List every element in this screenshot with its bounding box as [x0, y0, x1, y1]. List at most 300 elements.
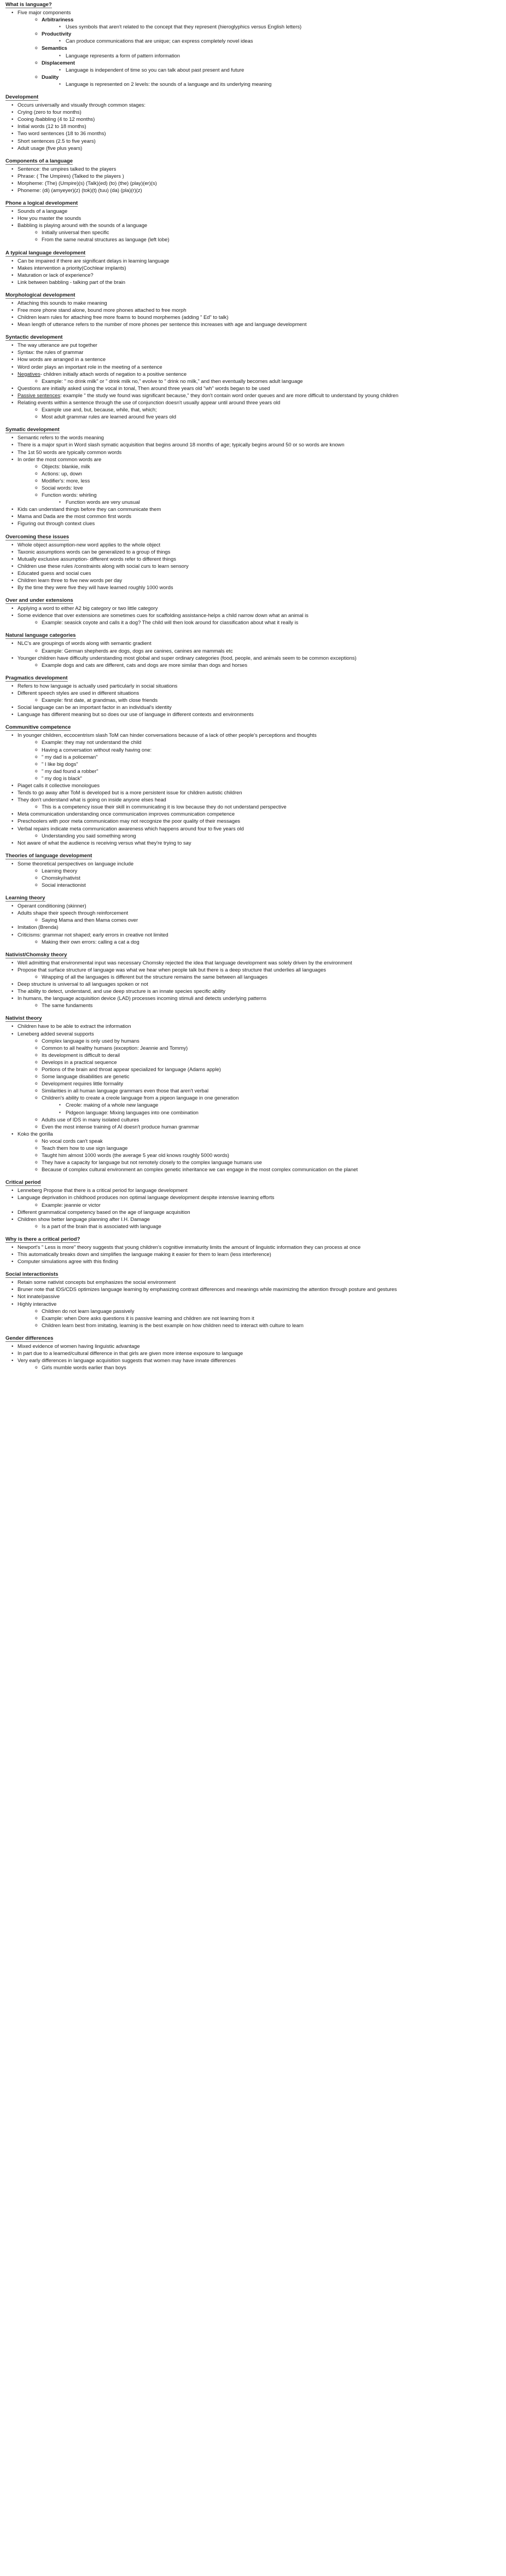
bullet-list-level-2: [30, 938, 501, 945]
list-item: [30, 413, 501, 420]
section-heading: [5, 94, 501, 101]
section: [5, 1236, 501, 1265]
list-item: [5, 363, 501, 370]
bullet-list-level-3: [54, 498, 501, 505]
list-item: [30, 1159, 501, 1166]
list-item-text: Example dogs and cats are different, cats and dogs are more similar than dogs and horses: [42, 661, 248, 668]
section-heading-text: Development: [5, 94, 39, 101]
bullet-list-level-1: [5, 1022, 501, 1173]
list-item-text: Children's ability to create a creole language from a pigeon language in one generation: [42, 1095, 239, 1101]
list-item-text: Objects: blankie, milk: [42, 463, 90, 469]
list-item-text: Function words are very unusual: [66, 499, 140, 505]
list-item: [30, 874, 501, 881]
underlined-term: Negatives: [18, 370, 40, 377]
list-item-text: Children learn rules for attaching free more foams to bound morphemes (adding " Ed" to talk): [18, 314, 229, 321]
list-item: [5, 144, 501, 152]
list-item-text: : example " the study we found was significant because," they don't contain word order queues and are more difficult to understand by young children: [60, 392, 399, 398]
list-item-text: Social interactionist: [42, 882, 86, 888]
list-item: [30, 30, 501, 44]
list-item-text: Piaget calls it collective monologues: [18, 782, 100, 788]
list-item-text: Retain some nativist concepts but emphasizes the social environment: [18, 1279, 176, 1286]
bullet-list-level-1: [5, 341, 501, 420]
section-heading-text: A typical language development: [5, 249, 86, 256]
section-heading: [5, 1015, 501, 1022]
list-item: [5, 995, 501, 1009]
bullet-list-level-2: [30, 739, 501, 782]
section-heading: [5, 724, 501, 731]
section-heading-text: Phone a logical development: [5, 200, 78, 207]
list-item: [30, 775, 501, 782]
list-item: [30, 1002, 501, 1009]
bullet-list-level-2: [30, 1137, 501, 1173]
list-item: [5, 115, 501, 123]
list-item-text: Meta communication understanding once communication improves communication competence: [18, 811, 235, 817]
list-item: [5, 789, 501, 796]
list-item: [5, 1293, 501, 1300]
section: [5, 334, 501, 420]
section-heading: [5, 1179, 501, 1186]
list-item-text: How words are arranged in a sentence: [18, 356, 106, 363]
list-item-text: Function words: whirling: [42, 492, 97, 498]
list-item-text: Semantics: [42, 45, 67, 51]
list-item-text: By the time they were five they will have learned roughly 1000 words: [18, 584, 173, 591]
section-heading-text: Communitive competence: [5, 724, 71, 731]
section-heading-text: Learning theory: [5, 895, 45, 902]
list-item: [30, 1087, 501, 1094]
list-item: [5, 1216, 501, 1230]
bullet-list-level-2: [30, 696, 501, 703]
section-heading-text: Pragmatics development: [5, 674, 68, 681]
section: [5, 94, 501, 152]
list-item: [5, 987, 501, 995]
list-item-text: Educated guess and social cues: [18, 569, 91, 576]
list-item: [5, 513, 501, 520]
list-item-text: Word order plays an important role in the meeting of a sentence: [18, 363, 162, 370]
bullet-list-level-1: [5, 959, 501, 1009]
list-item: [30, 1144, 501, 1152]
list-item: [30, 1094, 501, 1115]
list-item: [30, 1059, 501, 1066]
bullet-list-level-1: [5, 541, 501, 591]
section: [5, 533, 501, 591]
list-item: [5, 1208, 501, 1216]
list-item: [5, 321, 501, 328]
bullet-list-level-2: [30, 619, 501, 626]
list-item-text: Computer simulations agree with this finding: [18, 1258, 118, 1265]
list-item-text: Development requires little formality: [42, 1080, 124, 1087]
list-item-text: Learning theory: [42, 867, 78, 874]
bullet-list-level-2: [30, 647, 501, 654]
list-item-text: NLC's are groupings of words along with semantic gradient: [18, 640, 152, 647]
section: [5, 852, 501, 888]
list-item-text: This is a competency issue their skill in communicating it is low because they do not understand perspective: [42, 804, 287, 810]
section-heading: [5, 951, 501, 958]
list-item-text: Phrase: ( The Umpires) (Talked to the players ): [18, 172, 124, 179]
list-item-text: Language is represented on 2 levels: the sounds of a language and its underlying meaning: [66, 80, 272, 87]
section: [5, 597, 501, 626]
list-item-text: Because of complex cultural environment an complex genetic inheritance we can engage in the most complex communication on the planet: [42, 1166, 358, 1173]
list-item: [30, 484, 501, 491]
list-item: [5, 207, 501, 214]
list-item-text: " I like big dogs": [42, 760, 78, 767]
list-item: [30, 1307, 501, 1315]
section: [5, 724, 501, 846]
list-item: [5, 817, 501, 824]
section-heading: [5, 1335, 501, 1342]
section: [5, 1015, 501, 1173]
list-item-text: They have a capacity for language but not remotely closely to the complex language humans use: [42, 1159, 262, 1166]
section-heading-text: Morphological development: [5, 292, 75, 298]
bullet-list-level-3: [54, 37, 501, 44]
list-item: [5, 356, 501, 363]
section-heading-text: Theories of language development: [5, 852, 92, 859]
list-item: [30, 881, 501, 888]
section-heading-text: Gender differences: [5, 1335, 54, 1341]
list-item: [5, 825, 501, 839]
list-item: [5, 1300, 501, 1329]
list-item-text: Similarities in all human language grammars even those that aren't verbal: [42, 1088, 209, 1094]
section: [5, 1179, 501, 1230]
list-item-text: Actions: up, down: [42, 470, 83, 476]
section-heading-text: Over and under extensions: [5, 597, 73, 604]
list-item-text: Bruner note that IDS/CDS optimizes language learning by emphasizing contrast differences and meanings while maximizing the attention through posture and gestures: [18, 1286, 397, 1293]
bullet-list-level-2: [30, 16, 501, 88]
list-item-text: Adults shape their speech through reinforcement: [18, 910, 129, 916]
list-item: [5, 348, 501, 356]
bullet-list-level-3: [54, 1101, 501, 1115]
list-item-text: " my dog is black": [42, 775, 82, 781]
list-item-text: Adult usage (five plus years): [18, 144, 83, 151]
list-item: [5, 810, 501, 817]
bullet-list-level-1: [5, 9, 501, 88]
list-item: [5, 562, 501, 569]
list-item-text: Can be impaired if there are significant delays in learning language: [18, 257, 170, 264]
list-item: [54, 80, 501, 88]
list-item-text: Language represents a form of pattern information: [66, 52, 180, 59]
list-item: [5, 1286, 501, 1293]
list-item: [5, 902, 501, 909]
list-item: [30, 59, 501, 73]
list-item-text: Understanding you said something wrong: [42, 832, 136, 839]
list-item-text: Language is independent of time so you can talk about past present and future: [66, 66, 245, 73]
list-item: [5, 682, 501, 689]
list-item-text: Some evidence that over extensions are sometimes cues for scaffolding assistance-helps a child narrow down what an animal is: [18, 612, 309, 619]
list-item-text: Wrapping of all the languages is different but the structure remains the same between all languages: [42, 973, 267, 980]
list-item: [54, 1101, 501, 1108]
list-item: [5, 639, 501, 654]
list-item-text: Morpheme: (The) (Umpire)(s) (Talk)(ed) (to) (the) (play)(er)(s): [18, 179, 157, 186]
list-item-text: Social language can be an important factor in an individual's identity: [18, 704, 172, 711]
list-item-text: In part due to a learned/cultural difference in that girls are given more intense exposure to language: [18, 1350, 243, 1356]
list-item-text: Deep structure is universal to all languages spoken or not: [18, 981, 148, 987]
list-item-text: Language deprivation in childhood produces non optimal language development despite intensive learning efforts: [18, 1194, 275, 1201]
list-item: [5, 456, 501, 506]
list-item: [5, 108, 501, 115]
list-item: [30, 938, 501, 945]
list-item: [5, 541, 501, 548]
list-item: [5, 839, 501, 846]
list-item-text: Tends to go away after ToM is developed but is a more persistent issue for children autistic children: [18, 789, 242, 796]
list-item-text: Arbitrariness: [42, 16, 74, 23]
bullet-list-level-2: [30, 1037, 501, 1130]
list-item-text: Duality: [42, 73, 59, 80]
list-item-text: They don't understand what is going on inside anyone elses head: [18, 796, 166, 803]
bullet-list-level-2: [30, 1307, 501, 1329]
list-item-text: Having a conversation without really having one:: [42, 746, 152, 753]
section: [5, 894, 501, 945]
section: [5, 1271, 501, 1329]
list-item: [30, 477, 501, 484]
bullet-list-level-1: [5, 1187, 501, 1230]
bullet-list-level-1: [5, 902, 501, 945]
list-item-text: Example: " no drink milk" or " drink milk no," evolve to " drink no milk," and then eventually becomes adult language: [42, 377, 303, 384]
bullet-list-level-1: [5, 682, 501, 718]
list-item: [5, 577, 501, 584]
list-item: [5, 399, 501, 420]
section: [5, 249, 501, 286]
bullet-list-level-1: [5, 257, 501, 286]
list-item-text: Refers to how language is actually used particularly in social situations: [18, 682, 178, 689]
list-item-text: Is a part of the brain that is associated with language: [42, 1223, 161, 1229]
list-item-text: Preschoolers with poor meta communication may not recognize the poor quality of their messages: [18, 818, 240, 824]
list-item-text: Attaching this sounds to make meaning: [18, 299, 107, 306]
list-item-text: Uses symbols that aren't related to the concept that they represent (hieroglyphics versus English letters): [66, 24, 302, 30]
list-item-text: The ability to detect, understand, and use deep structure is an innate species specific ability: [18, 988, 225, 995]
list-item: [5, 123, 501, 130]
list-item: [5, 860, 501, 888]
list-item-text: The way utterance are put together: [18, 342, 97, 348]
list-item: [5, 612, 501, 626]
bullet-list-level-2: [30, 803, 501, 810]
list-item: [5, 222, 501, 243]
list-item-text: Mama and Dada are the most common first words: [18, 513, 131, 520]
bullet-list-level-1: [5, 604, 501, 626]
section-heading-text: Overcoming these issues: [5, 533, 69, 540]
list-item-text: Five major components: [18, 9, 71, 15]
bullet-list-level-1: [5, 165, 501, 194]
bullet-list-level-1: [5, 639, 501, 668]
list-item: [5, 306, 501, 313]
bullet-list-level-2: [30, 463, 501, 506]
list-item: [5, 782, 501, 789]
section-heading: [5, 158, 501, 165]
list-item-text: Some theoretical perspectives on language include: [18, 860, 134, 867]
list-item: [30, 1080, 501, 1087]
section-heading: [5, 674, 501, 682]
list-item-text: Common to all healthy humans (exception: Jeannie and Tommy): [42, 1044, 188, 1051]
list-item: [30, 760, 501, 767]
list-item: [30, 696, 501, 703]
list-item-text: In younger children, eccocentrism slash ToM can hinder conversations because of a lack of other people's perceptions and thoughts: [18, 732, 317, 739]
list-item: [5, 654, 501, 668]
list-item: [5, 271, 501, 278]
list-item-text: Teach them how to use sign language: [42, 1145, 128, 1151]
list-item-text: Applying a word to either A2 big category or two little category: [18, 605, 158, 612]
list-item-text: Displacement: [42, 59, 75, 66]
list-item: [30, 739, 501, 746]
list-item: [5, 1357, 501, 1371]
section-heading: [5, 1271, 501, 1278]
list-item-text: Whole object assumption-new word applies to the whole object: [18, 541, 161, 548]
section: [5, 632, 501, 668]
list-item-text: From the same neutral structures as language (left lobe): [42, 236, 170, 243]
list-item-text: Saying Mama and then Mama comes over: [42, 917, 138, 923]
list-item: [54, 23, 501, 30]
section-heading: [5, 852, 501, 859]
bullet-list-level-1: [5, 1342, 501, 1371]
bullet-list-level-1: [5, 299, 501, 328]
list-item: [54, 37, 501, 44]
list-item: [30, 1315, 501, 1322]
list-item: [5, 1350, 501, 1357]
section-heading-text: Syntactic development: [5, 334, 63, 341]
list-item-text: Taught him almost 1000 words (the average 5 year old knows roughly 5000 words): [42, 1152, 229, 1159]
section-heading: [5, 1236, 501, 1243]
list-item: [54, 52, 501, 59]
list-item-text: - children initially attach words of negation to a positive sentence: [40, 370, 187, 377]
list-item: [5, 1187, 501, 1194]
bullet-list-level-1: [5, 860, 501, 888]
section-heading-text: Nativist theory: [5, 1015, 42, 1022]
list-item-text: Example: jeannie or victor: [42, 1201, 101, 1208]
list-item-text: " my dad found a robber": [42, 767, 98, 774]
list-item: [5, 1194, 501, 1208]
list-item: [30, 1044, 501, 1051]
bullet-list-level-2: [30, 229, 501, 243]
list-item: [5, 909, 501, 923]
list-item: [5, 520, 501, 527]
list-item: [5, 214, 501, 222]
list-item-text: Portions of the brain and throat appear specialized for language (Adams apple): [42, 1066, 221, 1072]
list-item: [30, 1051, 501, 1059]
list-item-text: Example: German shepherds are dogs, dogs are canines, canines are mammals etc: [42, 647, 233, 654]
list-item: [5, 441, 501, 448]
list-item: [5, 505, 501, 513]
list-item: [30, 1066, 501, 1073]
list-item: [5, 313, 501, 321]
list-item: [5, 1030, 501, 1130]
list-item: [5, 172, 501, 179]
list-item-text: Criticisms: grammar not shaped; early errors in creative not limited: [18, 931, 168, 938]
list-item-text: Babbling is playing around with the sounds of a language: [18, 222, 148, 229]
list-item: [5, 966, 501, 980]
bullet-list-level-1: [5, 731, 501, 846]
list-item-text: Making their own errors: calling a cat a dog: [42, 938, 139, 945]
list-item-text: Highly interactive: [18, 1300, 57, 1307]
list-item: [5, 1342, 501, 1350]
list-item-text: Not innate/passive: [18, 1293, 60, 1300]
section-heading: [5, 292, 501, 299]
section: [5, 158, 501, 194]
bullet-list-level-3: [54, 23, 501, 30]
list-item: [30, 1322, 501, 1329]
list-item-text: Creole: making of a whole new language: [66, 1102, 159, 1108]
list-item: [30, 1223, 501, 1230]
list-item-text: Girls mumble words earlier than boys: [42, 1364, 126, 1371]
list-item-text: Koko the gorilla: [18, 1130, 53, 1137]
list-item-text: How you master the sounds: [18, 215, 82, 222]
section-heading: [5, 632, 501, 639]
list-item: [30, 803, 501, 810]
list-item: [5, 392, 501, 399]
section-heading-text: Symatic development: [5, 427, 60, 433]
section-heading-text: Critical period: [5, 1179, 41, 1186]
bullet-list-level-3: [54, 52, 501, 59]
list-item-text: Social words: love: [42, 484, 83, 491]
list-item-text: Sentence: the umpires talked to the players: [18, 165, 117, 172]
list-item-text: Very early differences in language acquisition suggests that women may have innate differences: [18, 1357, 236, 1364]
list-item: [30, 463, 501, 470]
list-item: [5, 370, 501, 385]
list-item: [30, 229, 501, 236]
list-item: [30, 1137, 501, 1144]
section-heading: [5, 533, 501, 540]
list-item-text: Mutually exclusive assumption- different words refer to different things: [18, 555, 176, 562]
list-item-text: Younger children have difficulty understanding most global and super ordinary categories (food, people, and animals seem to be common exceptions): [18, 654, 357, 661]
list-item-text: Pidgeon language: Mixing languages into one combination: [66, 1109, 199, 1115]
list-item: [5, 264, 501, 271]
bullet-list-level-2: [30, 377, 501, 385]
section-heading-text: Why is there a critical period?: [5, 1236, 80, 1242]
list-item: [30, 767, 501, 775]
list-item-text: Semantic refers to the words meaning: [18, 434, 104, 441]
bullet-list-level-2: [30, 661, 501, 668]
list-item: [30, 1364, 501, 1371]
list-item: [30, 16, 501, 30]
section-heading-text: Components of a language: [5, 158, 73, 164]
list-item-text: Children show better language planning after I.H. Damage: [18, 1216, 150, 1222]
list-item-text: Children learn three to five new words per day: [18, 577, 123, 583]
list-item: [5, 689, 501, 703]
list-item: [5, 179, 501, 187]
list-item: [5, 1022, 501, 1030]
list-item-text: The 1st 50 words are typically common words: [18, 449, 122, 455]
section: [5, 1335, 501, 1371]
list-item: [30, 916, 501, 923]
bullet-list-level-2: [30, 1364, 501, 1371]
list-item-text: Newport's " Less is more" theory suggests that young children's cognitive immaturity limits the amount of linguistic information they can process at once: [18, 1243, 361, 1250]
section: [5, 292, 501, 328]
list-item-text: Children do not learn language passively: [42, 1307, 135, 1314]
section-heading-text: Nativist/Chomsky theory: [5, 951, 67, 958]
list-item: [5, 1278, 501, 1286]
section-heading: [5, 597, 501, 604]
list-item: [30, 746, 501, 753]
section: [5, 674, 501, 718]
list-item: [5, 931, 501, 945]
underlined-term: Passive sentences: [18, 392, 61, 398]
list-item: [5, 130, 501, 137]
list-item: [5, 796, 501, 810]
list-item-text: Language has different meaning but so does our use of language in different contexts and environments: [18, 711, 254, 718]
list-item-text: Questions are initially asked using the vocal in tonal, Then around three years old "wh" words began to be used: [18, 385, 270, 391]
list-item-text: Example use and, but, because, while, that, which;: [42, 406, 157, 413]
list-item-text: Crying (zero to four months): [18, 109, 82, 115]
bullet-list-level-2: [30, 867, 501, 888]
list-item: [5, 1258, 501, 1265]
list-item-text: " my dad is a policeman": [42, 753, 98, 760]
list-item: [5, 385, 501, 392]
bullet-list-level-2: [30, 973, 501, 980]
list-item-text: In humans, the language acquisition device (LAD) processes incoming stimuli and detects underlying patterns: [18, 995, 266, 1002]
section-heading: [5, 334, 501, 341]
list-item-text: Relating events within a sentence through the use of conjunction doesn't usually appear until around three years old: [18, 399, 281, 406]
section: [5, 951, 501, 1009]
list-item: [30, 1073, 501, 1080]
bullet-list-level-1: [5, 1243, 501, 1265]
list-item-text: Link between babbling - talking part of the brain: [18, 278, 126, 285]
list-item-text: Modifier's: more, less: [42, 477, 90, 484]
